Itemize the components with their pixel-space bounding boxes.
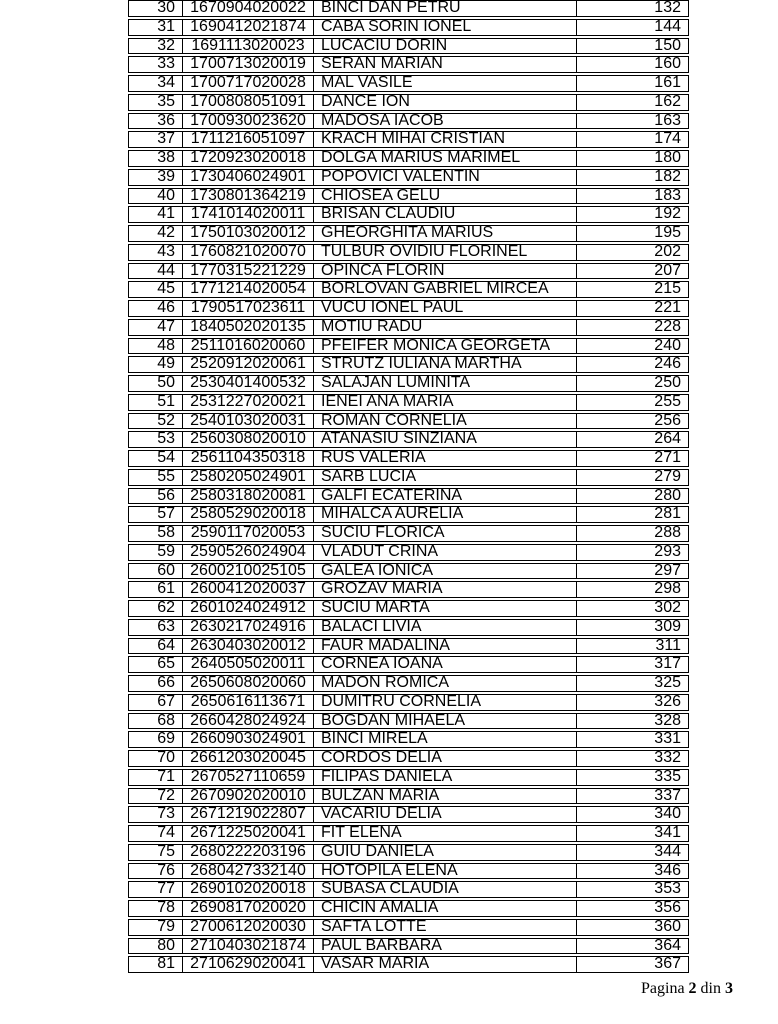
table-row <box>128 75 689 92</box>
table-row <box>128 375 689 392</box>
table-row <box>128 900 689 917</box>
value-cell: 326 <box>576 694 689 711</box>
row-number-cell: 33 <box>128 56 182 73</box>
value-cell: 150 <box>576 38 689 55</box>
row-number-cell: 66 <box>128 675 182 692</box>
value-cell: 182 <box>576 169 689 186</box>
id-number-cell: 2590117020053 <box>182 525 313 542</box>
id-number-cell: 2580318020081 <box>182 488 313 505</box>
table-row <box>128 0 689 17</box>
table-row <box>128 844 689 861</box>
footer-of-label: din <box>700 980 721 997</box>
name-cell: SUBASA CLAUDIA <box>313 881 576 898</box>
value-cell: 311 <box>576 638 689 655</box>
value-cell: 256 <box>576 413 689 430</box>
row-number-cell: 81 <box>128 956 182 973</box>
value-cell: 344 <box>576 844 689 861</box>
name-cell: VASAR MARIA <box>313 956 576 973</box>
row-number-cell: 43 <box>128 244 182 261</box>
table-row <box>128 38 689 55</box>
id-number-cell: 1741014020011 <box>182 206 313 223</box>
footer-page-number: 2 <box>688 980 697 997</box>
row-number-cell: 64 <box>128 638 182 655</box>
table-row <box>128 338 689 355</box>
table-row <box>128 769 689 786</box>
id-number-cell: 2580529020018 <box>182 506 313 523</box>
row-number-cell: 41 <box>128 206 182 223</box>
value-cell: 144 <box>576 19 689 36</box>
row-number-cell: 37 <box>128 131 182 148</box>
name-cell: OPINCA FLORIN <box>313 263 576 280</box>
id-number-cell: 2650616113671 <box>182 694 313 711</box>
name-cell: VUCU IONEL PAUL <box>313 300 576 317</box>
name-cell: ROMAN CORNELIA <box>313 413 576 430</box>
id-number-cell: 2590526024904 <box>182 544 313 561</box>
row-number-cell: 57 <box>128 506 182 523</box>
value-cell: 341 <box>576 825 689 842</box>
name-cell: SAFTA LOTTE <box>313 919 576 936</box>
name-cell: DOLGA MARIUS MARIMEL <box>313 150 576 167</box>
name-cell: POPOVICI VALENTIN <box>313 169 576 186</box>
name-cell: SERAN MARIAN <box>313 56 576 73</box>
id-number-cell: 1691113020023 <box>182 38 313 55</box>
value-cell: 162 <box>576 94 689 111</box>
table-row <box>128 956 689 973</box>
id-number-cell: 2630217024916 <box>182 619 313 636</box>
id-number-cell: 1700713020019 <box>182 56 313 73</box>
value-cell: 317 <box>576 656 689 673</box>
id-number-cell: 2660428024924 <box>182 713 313 730</box>
value-cell: 293 <box>576 544 689 561</box>
row-number-cell: 46 <box>128 300 182 317</box>
value-cell: 246 <box>576 356 689 373</box>
table-row <box>128 825 689 842</box>
id-number-cell: 2580205024901 <box>182 469 313 486</box>
row-number-cell: 51 <box>128 394 182 411</box>
id-number-cell: 2560308020010 <box>182 431 313 448</box>
value-cell: 325 <box>576 675 689 692</box>
name-cell: DANCE ION <box>313 94 576 111</box>
row-number-cell: 34 <box>128 75 182 92</box>
row-number-cell: 77 <box>128 881 182 898</box>
name-cell: BORLOVAN GABRIEL MIRCEA <box>313 281 576 298</box>
value-cell: 346 <box>576 863 689 880</box>
row-number-cell: 42 <box>128 225 182 242</box>
footer-page-label: Pagina <box>641 980 685 997</box>
table-row <box>128 431 689 448</box>
row-number-cell: 45 <box>128 281 182 298</box>
value-cell: 297 <box>576 563 689 580</box>
id-number-cell: 2710629020041 <box>182 956 313 973</box>
name-cell: CABA SORIN IONEL <box>313 19 576 36</box>
value-cell: 367 <box>576 956 689 973</box>
table-row <box>128 656 689 673</box>
id-number-cell: 2670527110659 <box>182 769 313 786</box>
table-row <box>128 319 689 336</box>
table-row <box>128 131 689 148</box>
value-cell: 132 <box>576 0 689 17</box>
row-number-cell: 56 <box>128 488 182 505</box>
id-number-cell: 2640505020011 <box>182 656 313 673</box>
row-number-cell: 61 <box>128 581 182 598</box>
name-cell: MIHALCA AURELIA <box>313 506 576 523</box>
value-cell: 192 <box>576 206 689 223</box>
row-number-cell: 40 <box>128 188 182 205</box>
value-cell: 195 <box>576 225 689 242</box>
table-row <box>128 281 689 298</box>
id-number-cell: 1750103020012 <box>182 225 313 242</box>
page-footer <box>641 980 733 998</box>
value-cell: 161 <box>576 75 689 92</box>
id-number-cell: 2530401400532 <box>182 375 313 392</box>
table-row <box>128 56 689 73</box>
id-number-cell: 2520912020061 <box>182 356 313 373</box>
value-cell: 271 <box>576 450 689 467</box>
table-row <box>128 113 689 130</box>
id-number-cell: 2690817020020 <box>182 900 313 917</box>
row-number-cell: 59 <box>128 544 182 561</box>
row-number-cell: 58 <box>128 525 182 542</box>
id-number-cell: 2511016020060 <box>182 338 313 355</box>
table-row <box>128 600 689 617</box>
row-number-cell: 39 <box>128 169 182 186</box>
table-row <box>128 544 689 561</box>
table-row <box>128 506 689 523</box>
row-number-cell: 73 <box>128 806 182 823</box>
name-cell: VLADUT CRINA <box>313 544 576 561</box>
name-cell: SUCIU MARTA <box>313 600 576 617</box>
table-row <box>128 788 689 805</box>
name-cell: VACARIU DELIA <box>313 806 576 823</box>
name-cell: FILIPAS DANIELA <box>313 769 576 786</box>
table-row <box>128 394 689 411</box>
value-cell: 356 <box>576 900 689 917</box>
table-row <box>128 413 689 430</box>
row-number-cell: 63 <box>128 619 182 636</box>
id-number-cell: 2680427332140 <box>182 863 313 880</box>
name-cell: SALAJAN LUMINITA <box>313 375 576 392</box>
id-number-cell: 2680222203196 <box>182 844 313 861</box>
value-cell: 364 <box>576 938 689 955</box>
name-cell: FAUR MADALINA <box>313 638 576 655</box>
name-cell: KRACH MIHAI CRISTIAN <box>313 131 576 148</box>
name-cell: PFEIFER MONICA GEORGETA <box>313 338 576 355</box>
value-cell: 331 <box>576 731 689 748</box>
row-number-cell: 49 <box>128 356 182 373</box>
table-row <box>128 206 689 223</box>
name-cell: ATANASIU SINZIANA <box>313 431 576 448</box>
table-row <box>128 19 689 36</box>
table-row <box>128 713 689 730</box>
table-row <box>128 863 689 880</box>
value-cell: 328 <box>576 713 689 730</box>
name-cell: CORDOS DELIA <box>313 750 576 767</box>
table-row <box>128 356 689 373</box>
value-cell: 183 <box>576 188 689 205</box>
row-number-cell: 78 <box>128 900 182 917</box>
row-number-cell: 60 <box>128 563 182 580</box>
value-cell: 288 <box>576 525 689 542</box>
row-number-cell: 53 <box>128 431 182 448</box>
table-row <box>128 244 689 261</box>
value-cell: 255 <box>576 394 689 411</box>
name-cell: FIT ELENA <box>313 825 576 842</box>
table-row <box>128 263 689 280</box>
row-number-cell: 54 <box>128 450 182 467</box>
id-number-cell: 1711216051097 <box>182 131 313 148</box>
table-row <box>128 806 689 823</box>
value-cell: 337 <box>576 788 689 805</box>
name-cell: MADOSA IACOB <box>313 113 576 130</box>
value-cell: 180 <box>576 150 689 167</box>
name-cell: BULZAN MARIA <box>313 788 576 805</box>
table-row <box>128 300 689 317</box>
value-cell: 298 <box>576 581 689 598</box>
name-cell: TULBUR OVIDIU FLORINEL <box>313 244 576 261</box>
name-cell: MAL VASILE <box>313 75 576 92</box>
name-cell: SARB LUCIA <box>313 469 576 486</box>
id-number-cell: 2600210025105 <box>182 563 313 580</box>
name-cell: STRUTZ IULIANA MARTHA <box>313 356 576 373</box>
row-number-cell: 69 <box>128 731 182 748</box>
value-cell: 340 <box>576 806 689 823</box>
name-cell: LUCACIU DORIN <box>313 38 576 55</box>
id-number-cell: 2670902020010 <box>182 788 313 805</box>
row-number-cell: 50 <box>128 375 182 392</box>
row-number-cell: 68 <box>128 713 182 730</box>
row-number-cell: 80 <box>128 938 182 955</box>
table-row <box>128 469 689 486</box>
id-number-cell: 2650608020060 <box>182 675 313 692</box>
id-number-cell: 2601024024912 <box>182 600 313 617</box>
table-row <box>128 450 689 467</box>
value-cell: 353 <box>576 881 689 898</box>
name-cell: RUS VALERIA <box>313 450 576 467</box>
value-cell: 280 <box>576 488 689 505</box>
row-number-cell: 70 <box>128 750 182 767</box>
value-cell: 215 <box>576 281 689 298</box>
id-number-cell: 1730801364219 <box>182 188 313 205</box>
id-number-cell: 2561104350318 <box>182 450 313 467</box>
table-row <box>128 188 689 205</box>
name-cell: BINCI DAN PETRU <box>313 0 576 17</box>
name-cell: CHIOSEA GELU <box>313 188 576 205</box>
id-number-cell: 1720923020018 <box>182 150 313 167</box>
row-number-cell: 31 <box>128 19 182 36</box>
results-table <box>128 0 689 975</box>
table-row <box>128 938 689 955</box>
value-cell: 332 <box>576 750 689 767</box>
value-cell: 160 <box>576 56 689 73</box>
value-cell: 250 <box>576 375 689 392</box>
name-cell: GROZAV MARIA <box>313 581 576 598</box>
value-cell: 264 <box>576 431 689 448</box>
name-cell: BINCI MIRELA <box>313 731 576 748</box>
name-cell: SUCIU FLORICA <box>313 525 576 542</box>
name-cell: IENEI ANA MARIA <box>313 394 576 411</box>
id-number-cell: 2700612020030 <box>182 919 313 936</box>
id-number-cell: 2660903024901 <box>182 731 313 748</box>
id-number-cell: 2531227020021 <box>182 394 313 411</box>
id-number-cell: 1700930023620 <box>182 113 313 130</box>
id-number-cell: 2710403021874 <box>182 938 313 955</box>
table-row <box>128 581 689 598</box>
row-number-cell: 47 <box>128 319 182 336</box>
row-number-cell: 67 <box>128 694 182 711</box>
id-number-cell: 2661203020045 <box>182 750 313 767</box>
name-cell: GHEORGHITA MARIUS <box>313 225 576 242</box>
row-number-cell: 35 <box>128 94 182 111</box>
row-number-cell: 52 <box>128 413 182 430</box>
footer-total-pages: 3 <box>725 980 733 997</box>
table-row <box>128 731 689 748</box>
results-table-body <box>128 0 689 973</box>
id-number-cell: 2690102020018 <box>182 881 313 898</box>
table-row <box>128 150 689 167</box>
value-cell: 309 <box>576 619 689 636</box>
table-row <box>128 638 689 655</box>
value-cell: 163 <box>576 113 689 130</box>
table-row <box>128 675 689 692</box>
name-cell: BRISAN CLAUDIU <box>313 206 576 223</box>
name-cell: GALEA IONICA <box>313 563 576 580</box>
table-row <box>128 919 689 936</box>
id-number-cell: 1771214020054 <box>182 281 313 298</box>
id-number-cell: 1700717020028 <box>182 75 313 92</box>
name-cell: CHICIN AMALIA <box>313 900 576 917</box>
id-number-cell: 1670904020022 <box>182 0 313 17</box>
name-cell: PAUL BARBARA <box>313 938 576 955</box>
row-number-cell: 75 <box>128 844 182 861</box>
value-cell: 360 <box>576 919 689 936</box>
value-cell: 279 <box>576 469 689 486</box>
id-number-cell: 1730406024901 <box>182 169 313 186</box>
row-number-cell: 76 <box>128 863 182 880</box>
id-number-cell: 1760821020070 <box>182 244 313 261</box>
name-cell: BOGDAN MIHAELA <box>313 713 576 730</box>
value-cell: 281 <box>576 506 689 523</box>
table-row <box>128 694 689 711</box>
table-row <box>128 169 689 186</box>
row-number-cell: 30 <box>128 0 182 17</box>
row-number-cell: 72 <box>128 788 182 805</box>
row-number-cell: 44 <box>128 263 182 280</box>
id-number-cell: 2630403020012 <box>182 638 313 655</box>
table-row <box>128 750 689 767</box>
name-cell: MOTIU RADU <box>313 319 576 336</box>
table-row <box>128 619 689 636</box>
row-number-cell: 55 <box>128 469 182 486</box>
value-cell: 335 <box>576 769 689 786</box>
value-cell: 174 <box>576 131 689 148</box>
id-number-cell: 2671219022807 <box>182 806 313 823</box>
name-cell: CORNEA IOANA <box>313 656 576 673</box>
id-number-cell: 1770315221229 <box>182 263 313 280</box>
name-cell: GUIU DANIELA <box>313 844 576 861</box>
id-number-cell: 1700808051091 <box>182 94 313 111</box>
row-number-cell: 74 <box>128 825 182 842</box>
id-number-cell: 2600412020037 <box>182 581 313 598</box>
value-cell: 202 <box>576 244 689 261</box>
value-cell: 240 <box>576 338 689 355</box>
id-number-cell: 1840502020135 <box>182 319 313 336</box>
row-number-cell: 71 <box>128 769 182 786</box>
name-cell: MADON ROMICA <box>313 675 576 692</box>
id-number-cell: 1790517023611 <box>182 300 313 317</box>
value-cell: 221 <box>576 300 689 317</box>
row-number-cell: 62 <box>128 600 182 617</box>
id-number-cell: 2671225020041 <box>182 825 313 842</box>
table-row <box>128 488 689 505</box>
table-row <box>128 94 689 111</box>
row-number-cell: 32 <box>128 38 182 55</box>
row-number-cell: 65 <box>128 656 182 673</box>
name-cell: GALFI ECATERINA <box>313 488 576 505</box>
name-cell: DUMITRU CORNELIA <box>313 694 576 711</box>
name-cell: BALACI LIVIA <box>313 619 576 636</box>
table-row <box>128 225 689 242</box>
id-number-cell: 1690412021874 <box>182 19 313 36</box>
row-number-cell: 36 <box>128 113 182 130</box>
value-cell: 302 <box>576 600 689 617</box>
table-row <box>128 525 689 542</box>
table-row <box>128 563 689 580</box>
value-cell: 207 <box>576 263 689 280</box>
id-number-cell: 2540103020031 <box>182 413 313 430</box>
row-number-cell: 48 <box>128 338 182 355</box>
value-cell: 228 <box>576 319 689 336</box>
name-cell: HOTOPILA ELENA <box>313 863 576 880</box>
table-row <box>128 881 689 898</box>
row-number-cell: 79 <box>128 919 182 936</box>
row-number-cell: 38 <box>128 150 182 167</box>
